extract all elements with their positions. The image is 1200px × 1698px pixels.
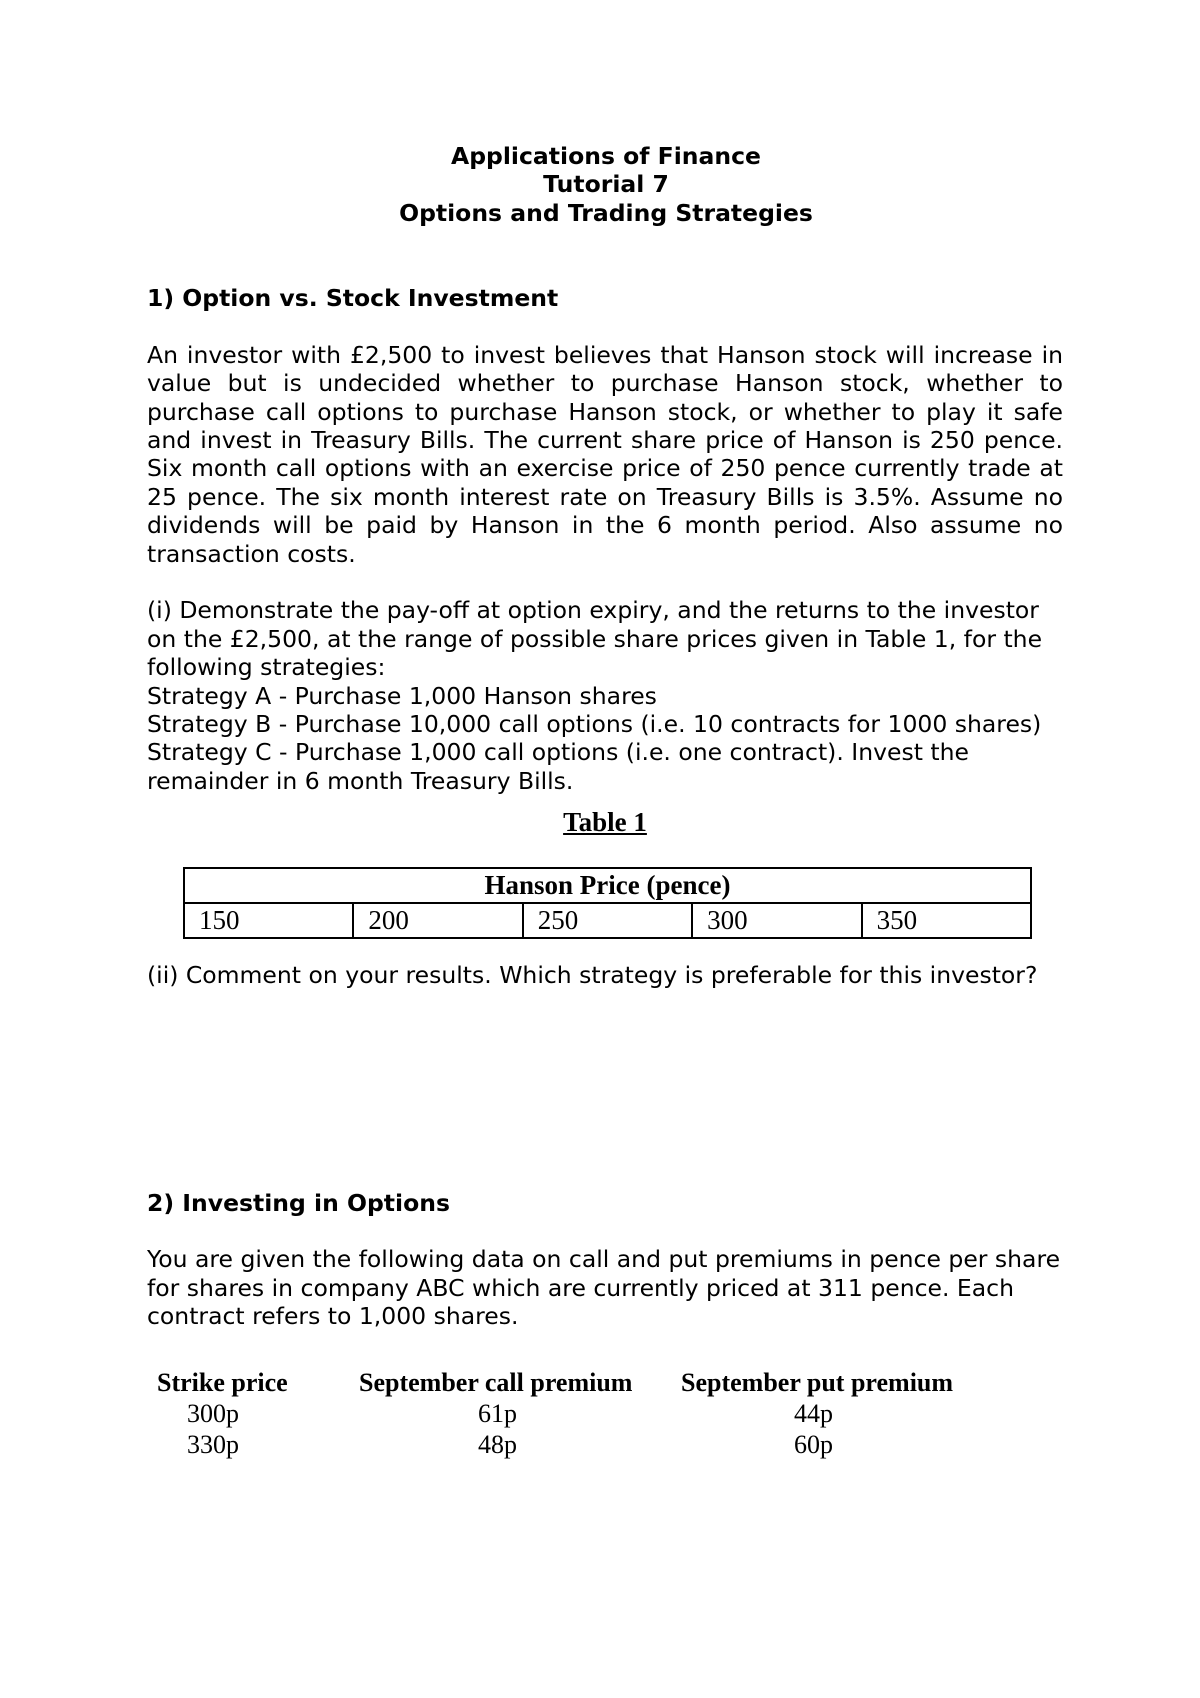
q1-intro-paragraph: An investor with £2,500 to invest believes that Hanson stock will increase in value but is undecided whether to purchase Hanson stock, whether to purchase call options to purchase Hanson stock, or whether to play it safe and invest in Treasury Bills. The current share price of Hanson is 250 pence. Six month call options with an exercise price of 250 pence currently trade at 25 pence. The six month interest rate on Treasury Bills is 3.5%. Assume no dividends will be paid by Hanson in the 6 month period. Also assume no transaction costs. (147, 340, 1063, 568)
q1-part-ii: (ii) Comment on your results. Which strategy is preferable for this investor? (147, 961, 1038, 990)
strategy-a: Strategy A - Purchase 1,000 Hanson shares (147, 681, 657, 710)
price-cell: 300 (692, 903, 861, 938)
q1-heading: 1) Option vs. Stock Investment (147, 284, 559, 312)
put-cell: 44p (794, 1398, 833, 1428)
title-tutorial: Tutorial 7 (543, 170, 669, 199)
call-premium-header: September call premium (359, 1367, 633, 1397)
document-title (149, 142, 1063, 227)
hanson-price-table (183, 867, 1032, 939)
strategy-c: Strategy C - Purchase 1,000 call options (i.e. one contract). Invest the remainder in 6 month Treasury Bills. (147, 738, 969, 795)
premium-table (157, 1367, 971, 1460)
strike-price-header: Strike price (157, 1367, 288, 1397)
price-cell: 250 (523, 903, 692, 938)
title-topic: Options and Trading Strategies (399, 198, 813, 227)
strike-cell: 330p (187, 1429, 239, 1459)
q1-part-i: (i) Demonstrate the pay-off at option expiry, and the returns to the investor on the £2,500, at the range of possible share prices given in Table 1, for the following strategies: (147, 596, 1043, 682)
put-cell: 60p (794, 1429, 833, 1459)
price-cell: 350 (862, 903, 1031, 938)
table-1-caption: Table 1 (563, 807, 647, 838)
q2-heading: 2) Investing in Options (147, 1188, 450, 1217)
put-premium-header: September put premium (681, 1367, 954, 1397)
price-cell: 200 (353, 903, 522, 938)
table-row (157, 1398, 971, 1429)
hanson-price-header: Hanson Price (pence) (184, 868, 1031, 903)
strike-cell: 300p (187, 1398, 239, 1428)
call-cell: 61p (478, 1398, 517, 1428)
price-cell: 150 (184, 903, 353, 938)
call-cell: 48p (478, 1429, 517, 1459)
table-row (157, 1429, 971, 1460)
document-page (147, 142, 1063, 1460)
q2-intro-paragraph: You are given the following data on call and put premiums in pence per share for shares in company ABC which are currently priced at 311 pence. Each contract refers to 1,000 shares. (147, 1245, 1061, 1331)
strategy-b: Strategy B - Purchase 10,000 call options (i.e. 10 contracts for 1000 shares) (147, 710, 1042, 739)
title-course: Applications of Finance (451, 142, 761, 170)
